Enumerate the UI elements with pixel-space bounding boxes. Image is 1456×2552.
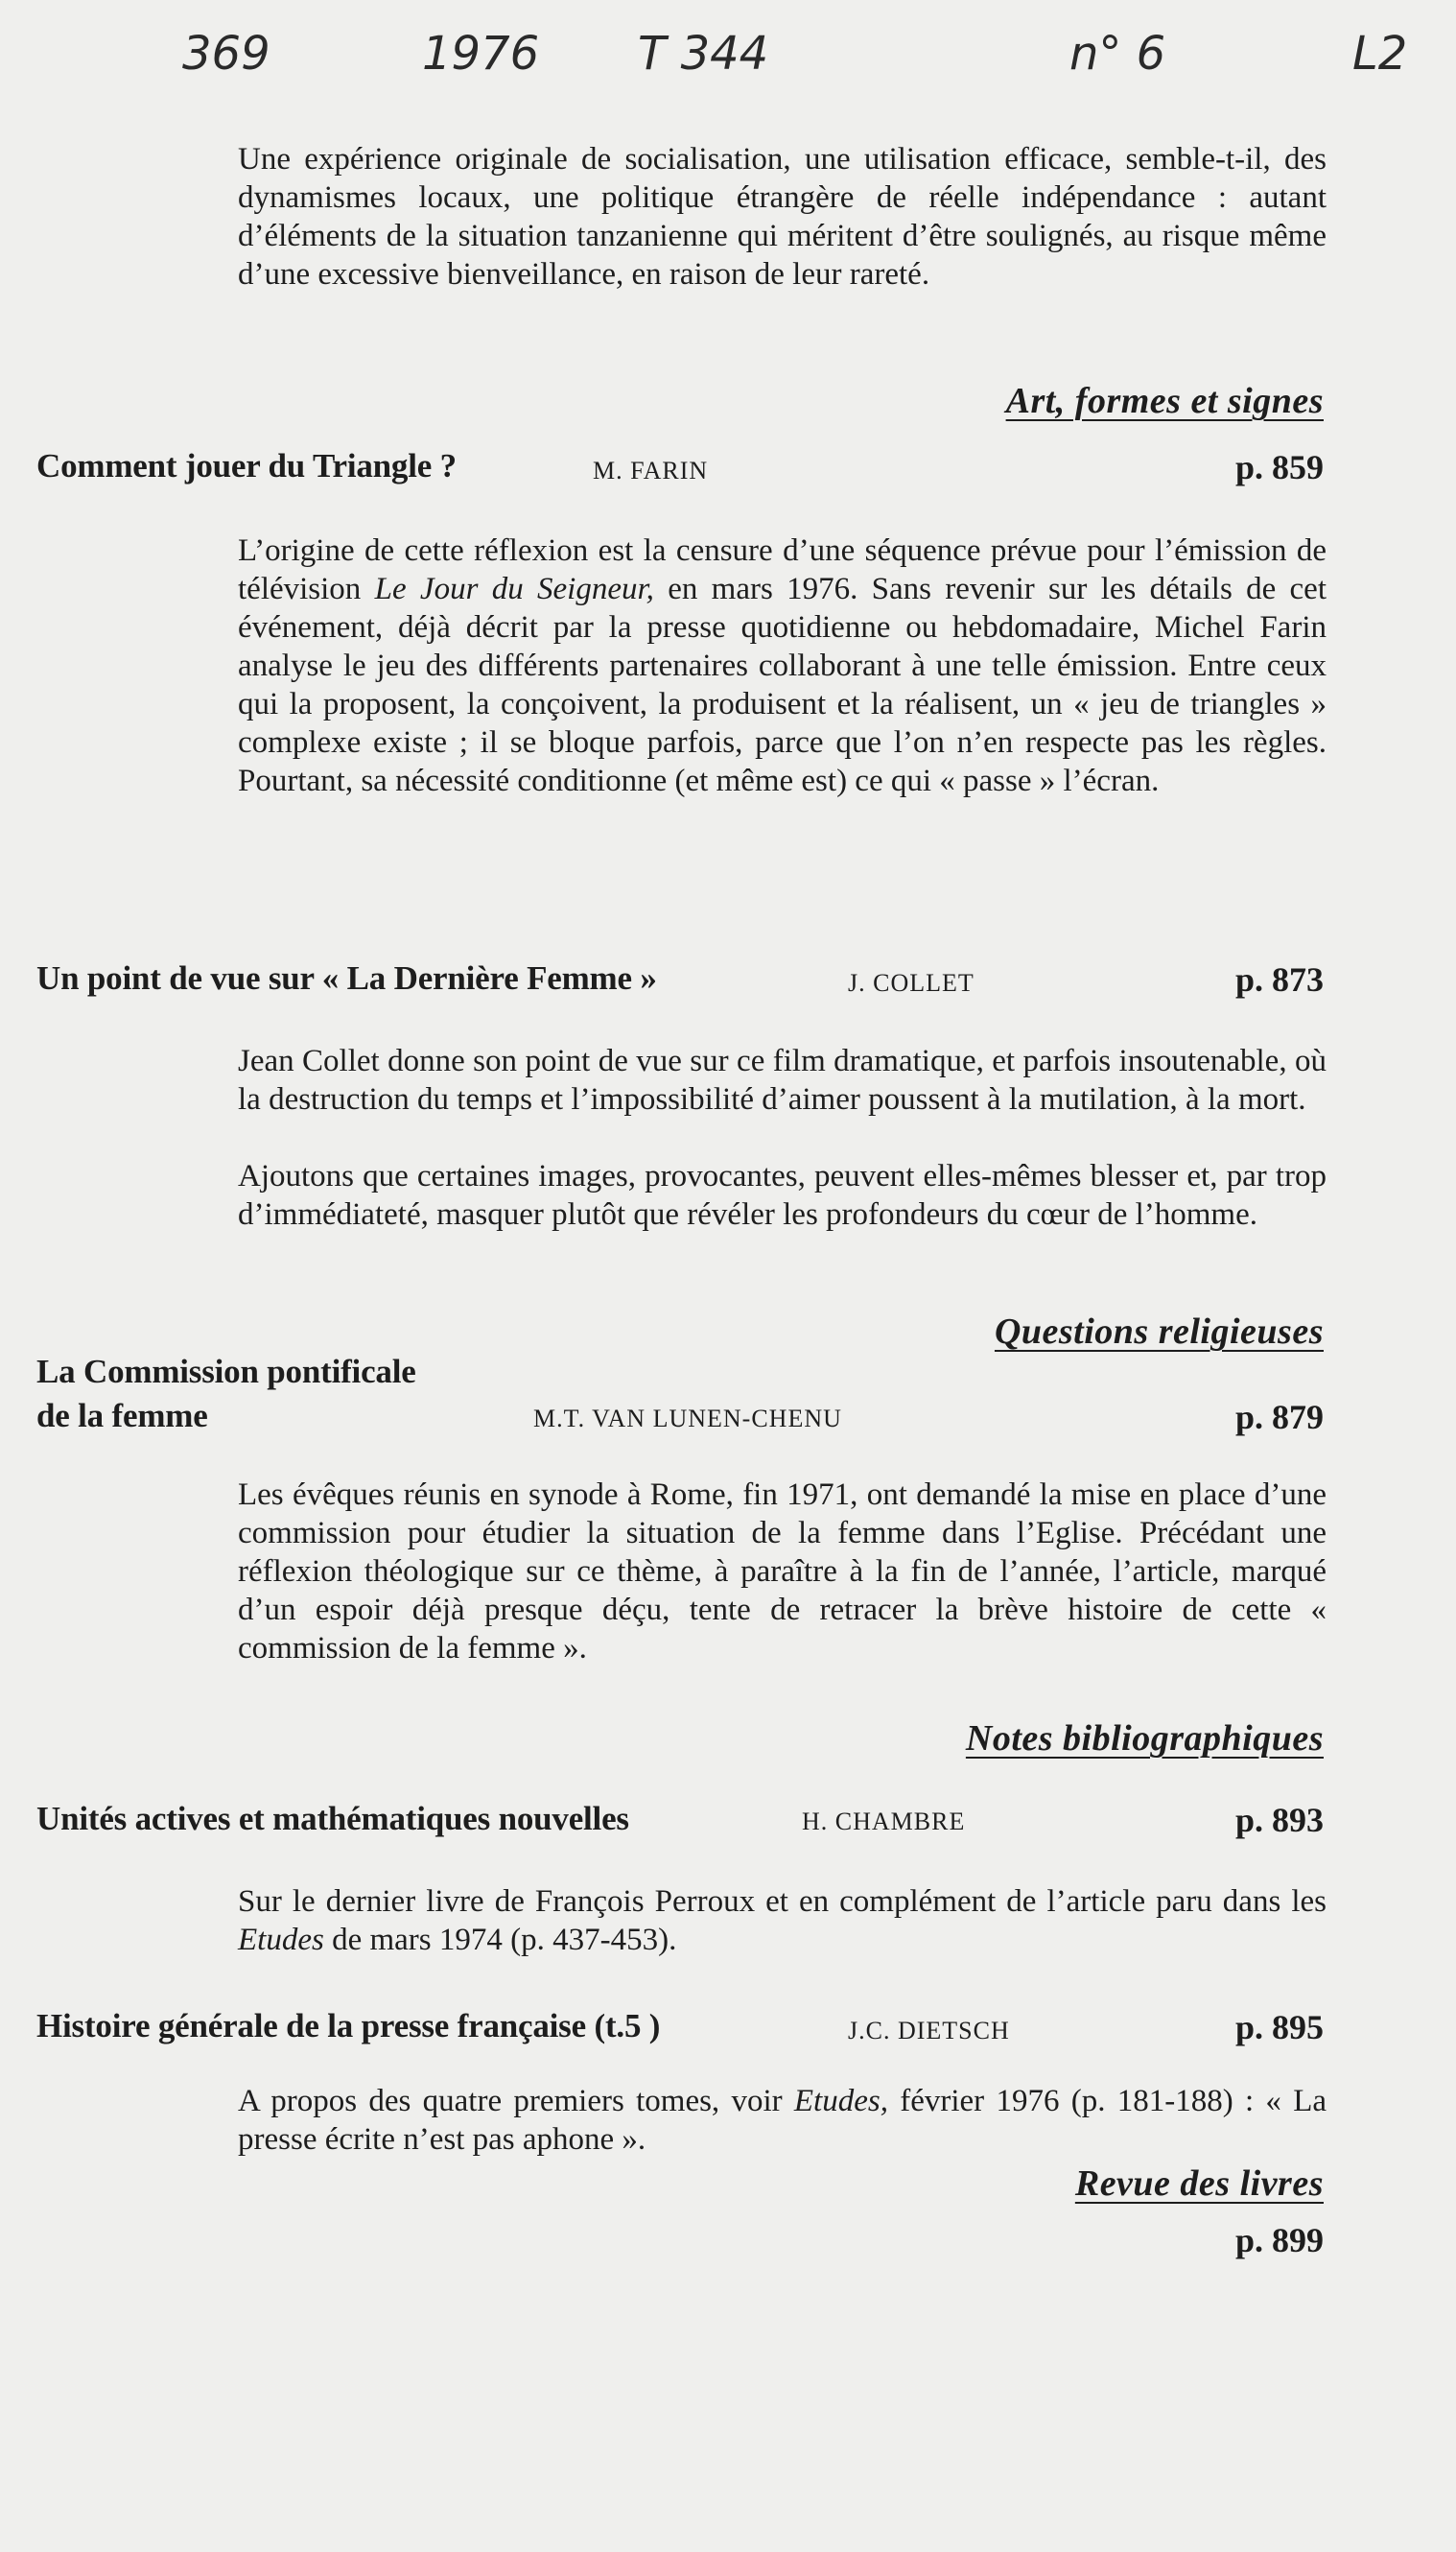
handwritten-note: 369 [182,27,270,81]
entry-page-derniere-femme: p. 873 [1234,960,1324,999]
entry-page-triangle: p. 859 [1234,448,1324,486]
section-heading-revue: Revue des livres [1074,2163,1324,2204]
entry-description-derniere-femme: Jean Collet donne son point de vue sur ce film dramatique, et parfois insoutenable, où la destruction du temps et l’impossibilité d’aimer poussent à la mutilation, à la mort. [238,1044,1327,1117]
entry-title-derniere-femme: Un point de vue sur « La Dernière Femme » [36,959,657,997]
entry-description-commission: Les évêques réunis en synode à Rome, fin 1971, ont demandé la mise en place d’une commission pour étudier la situation de la femme dans l’Eglise. Précédant une réflexion théologique sur ce thème, à paraître à la fin de l’année, l’article, marqué d’un espoir déjà presque déçu, tente de retracer la brève histoire de cette « commission de la femme ». [238,1477,1327,1666]
handwritten-note: 1976 [422,27,540,81]
entry-author-presse: J.C. DIETSCH [848,2017,1010,2044]
handwritten-note: L2 [1352,27,1408,81]
entry-description-triangle: L’origine de cette réflexion est la censure d’une séquence prévue pour l’émission de télévision Le Jour du Seigneur, en mars 1976. Sans revenir sur les détails de cet événement, déjà décrit par la presse quotidienne ou hebdomadaire, Michel Farin analyse le jeu des différents partenaires collaborant à une telle émission. Entre ceux qui la proposent, la conçoivent, la produisent et la réalisent, un « jeu de triangles » complexe existe ; il se bloque parfois, parce que l’on n’en respecte pas les règles. Pourtant, sa nécessité conditionne (et même est) ce qui « passe » l’écran. [238,533,1327,798]
entry-author-triangle: M. FARIN [593,457,709,484]
entry-description-derniere-femme-2: Ajoutons que certaines images, provocantes, peuvent elles-mêmes blesser et, par trop d’immédiateté, masquer plutôt que révéler les profondeurs du cœur de l’homme. [238,1159,1327,1232]
entry-title-presse: Histoire générale de la presse française (t.5 ) [36,2007,661,2044]
entry-description-unites: Sur le dernier livre de François Perroux et en complément de l’article paru dans les Etudes de mars 1974 (p. 437-453). [238,1884,1327,1957]
entry-title-unites: Unités actives et mathématiques nouvelles [36,1800,629,1837]
entry-author-unites: H. CHAMBRE [802,1808,966,1835]
entry-page-presse: p. 895 [1234,2008,1324,2046]
section-heading-notes: Notes bibliographiques [965,1718,1324,1759]
entry-title-triangle: Comment jouer du Triangle ? [36,447,457,484]
entry-author-commission: M.T. VAN LUNEN-CHENU [533,1405,842,1432]
entry-title-commission-line2: de la femme [36,1397,208,1434]
handwritten-note: T 344 [638,27,769,81]
entry-page-revue: p. 899 [1234,2221,1324,2259]
entry-description-presse: A propos des quatre premiers tomes, voir Etudes, février 1976 (p. 181-188) : « La presse écrite n’est pas aphone ». [238,2084,1327,2157]
entry-page-commission: p. 879 [1234,1398,1324,1436]
intro-paragraph: Une expérience originale de socialisation, une utilisation efficace, semble-t-il, des dynamismes locaux, une politique étrangère de réelle indépendance : autant d’éléments de la situation tanzanienne qui méritent d’être soulignés, au risque même d’une excessive bienveillance, en raison de leur rareté. [238,142,1327,292]
entry-author-derniere-femme: J. COLLET [848,969,975,997]
entry-title-commission-line1: La Commission pontificale [36,1353,416,1390]
entry-page-unites: p. 893 [1234,1801,1324,1839]
handwritten-note: n° 6 [1069,27,1166,81]
section-heading-art: Art, formes et signes [1005,381,1324,421]
section-heading-questions: Questions religieuses [994,1311,1324,1352]
